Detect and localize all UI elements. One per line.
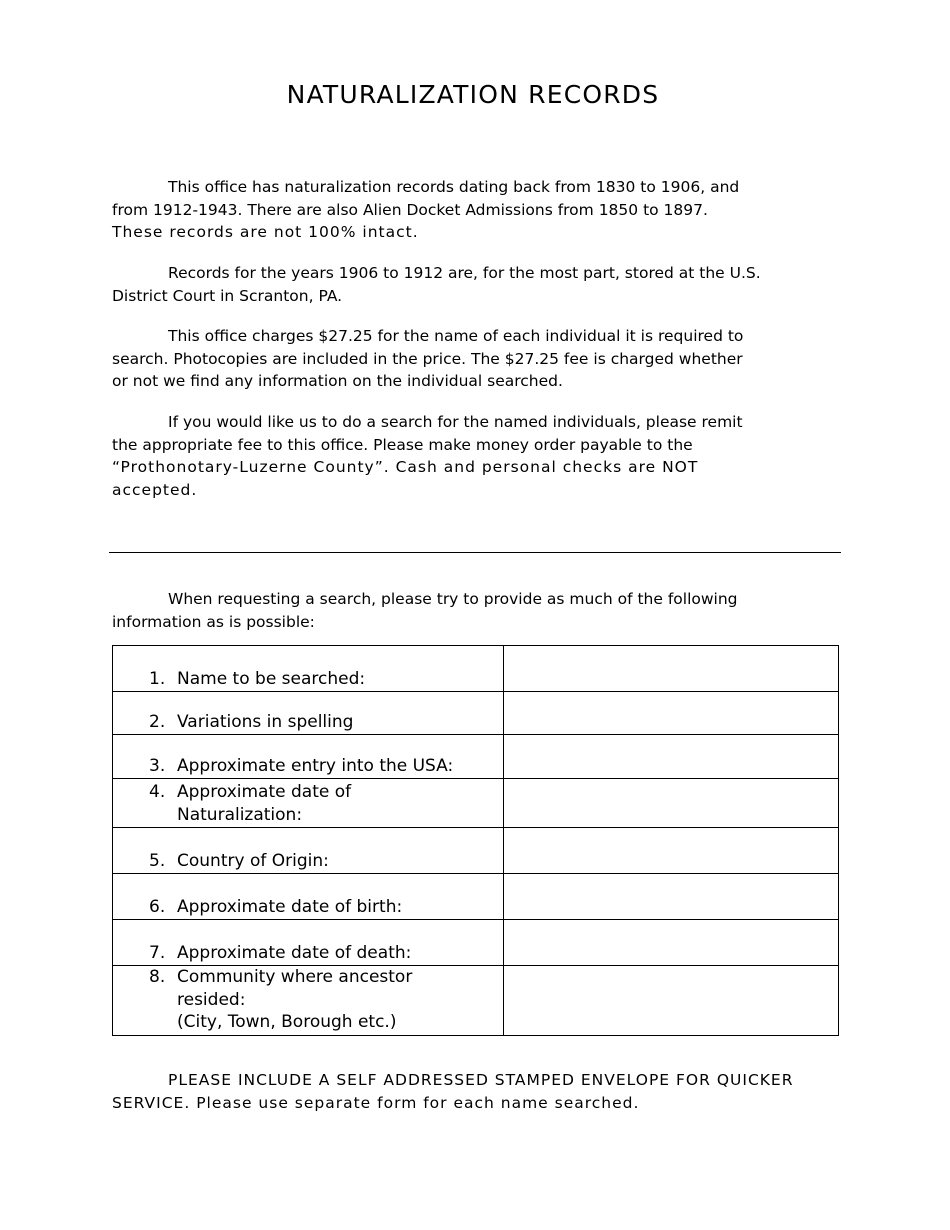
field-label: Variations in spelling: [177, 711, 354, 732]
field-number: 8.: [149, 967, 166, 987]
paragraph-line: When requesting a search, please try to provide as much of the following: [168, 590, 738, 608]
table-row: [113, 966, 839, 1036]
entry-date-field[interactable]: [504, 735, 839, 779]
field-label: Approximate date of birth:: [177, 896, 403, 917]
table-row: [113, 874, 839, 920]
paragraph-line: This office has naturalization records dating back from 1830 to 1906, and: [168, 178, 740, 196]
paragraph-line: search. Photocopies are included in the price. The $27.25 fee is charged whether: [112, 349, 743, 368]
field-number: 4.: [149, 782, 166, 802]
field-label: Community where ancestor: [177, 967, 413, 987]
paragraph-line: information as is possible:: [112, 612, 315, 631]
field-label-cell: [113, 692, 504, 735]
country-of-origin-field[interactable]: [504, 828, 839, 874]
field-number: 7.: [149, 942, 166, 963]
field-label-cell: [113, 920, 504, 966]
field-label-cell: [113, 966, 504, 1036]
field-label-cell: [113, 779, 504, 828]
paragraph-line: SERVICE. Please use separate form for each name searched.: [112, 1093, 640, 1112]
ancestor-community-field[interactable]: [504, 966, 839, 1036]
paragraph-line: “Prothonotary-Luzerne County”. Cash and personal checks are NOT: [112, 458, 699, 476]
search-info-table: [112, 645, 839, 1036]
field-label: Approximate date of death:: [177, 942, 412, 963]
birth-date-field[interactable]: [504, 874, 839, 920]
paragraph-line: or not we find any information on the individual searched.: [112, 372, 563, 390]
table-row: [113, 779, 839, 828]
request-intro-paragraph: [112, 588, 842, 633]
field-label-cell: [113, 735, 504, 779]
field-label: Country of Origin:: [177, 850, 329, 871]
section-divider: [109, 552, 841, 553]
paragraph-line: the appropriate fee to this office. Please make money order payable to the: [112, 435, 693, 454]
field-label-continued: resided:: [177, 989, 246, 1010]
name-to-search-field[interactable]: [504, 646, 839, 692]
field-number: 2.: [149, 711, 166, 732]
field-label-continued: Naturalization:: [177, 804, 303, 825]
records-availability-paragraph: [112, 176, 842, 244]
naturalization-date-field[interactable]: [504, 779, 839, 828]
table-row: [113, 828, 839, 874]
spelling-variations-field[interactable]: [504, 692, 839, 735]
table-row: [113, 735, 839, 779]
page-title: NATURALIZATION RECORDS: [286, 80, 660, 109]
death-date-field[interactable]: [504, 920, 839, 966]
field-number: 5.: [149, 850, 166, 871]
field-label-cell: [113, 828, 504, 874]
paragraph-line: District Court in Scranton, PA.: [112, 286, 343, 305]
table-row: [113, 646, 839, 692]
paragraph-line: These records are not 100% intact.: [112, 223, 419, 241]
fee-paragraph: [112, 325, 842, 393]
paragraph-line: accepted.: [112, 480, 198, 499]
paragraph-line: If you would like us to do a search for the named individuals, please remit: [168, 413, 743, 431]
field-label-cell: [113, 874, 504, 920]
paragraph-line: This office charges $27.25 for the name of each individual it is required to: [168, 327, 744, 345]
field-label-note: (City, Town, Borough etc.): [177, 1012, 397, 1032]
paragraph-line: PLEASE INCLUDE A SELF ADDRESSED STAMPED ENVELOPE FOR QUICKER: [168, 1071, 794, 1089]
table-row: [113, 920, 839, 966]
paragraph-line: from 1912-1943. There are also Alien Docket Admissions from 1850 to 1897.: [112, 200, 708, 219]
records-location-paragraph: [112, 262, 842, 307]
field-label: Approximate entry into the USA:: [177, 755, 454, 776]
field-number: 1.: [149, 668, 166, 689]
field-number: 6.: [149, 896, 166, 917]
paragraph-line: Records for the years 1906 to 1912 are, for the most part, stored at the U.S.: [168, 264, 761, 282]
field-label: Name to be searched:: [177, 668, 366, 689]
payment-paragraph: [112, 411, 842, 501]
field-number: 3.: [149, 755, 166, 776]
table-row: [113, 692, 839, 735]
field-label-cell: [113, 646, 504, 692]
closing-instructions-paragraph: [112, 1069, 842, 1114]
field-label: Approximate date of: [177, 782, 352, 802]
